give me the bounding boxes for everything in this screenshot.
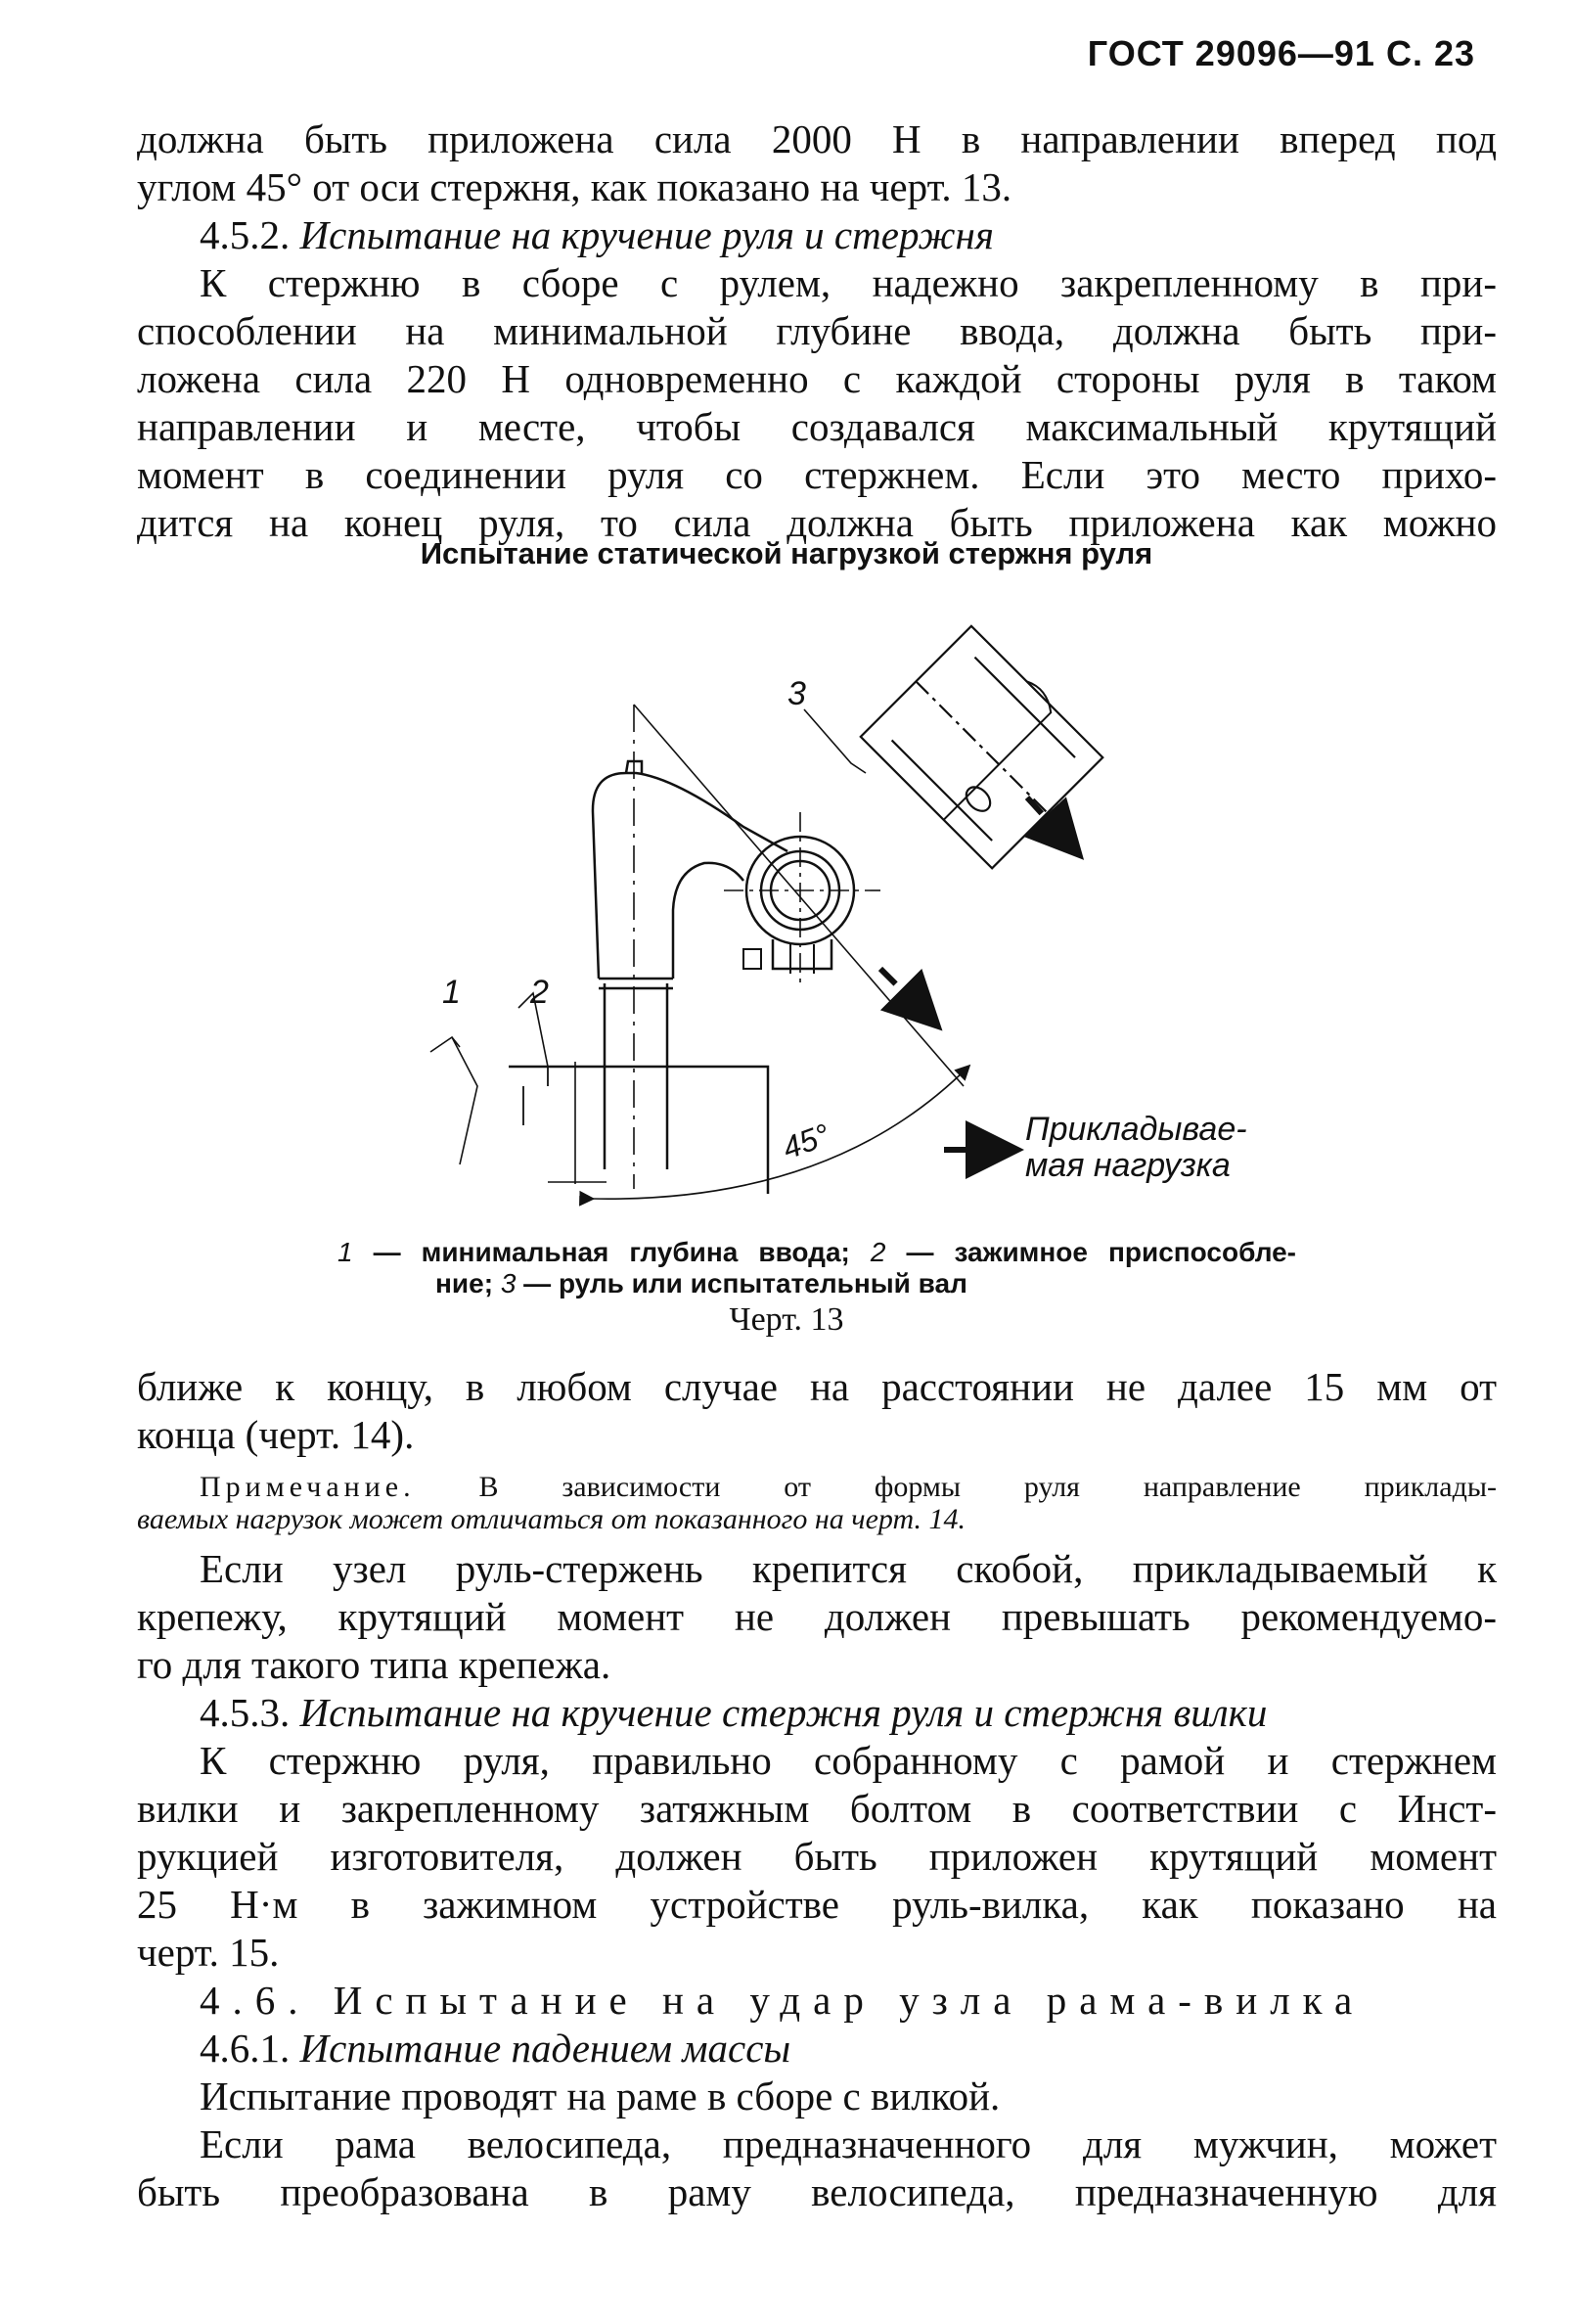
text-line: Испытание проводят на раме в сборе с вилкой.: [200, 2073, 1001, 2119]
text-line: способлении на минимальной глубине ввода, должна быть при-: [137, 308, 1497, 353]
caption-number-3: 3: [500, 1268, 517, 1299]
top-text: [137, 115, 1497, 547]
section-number: 4.6.1.: [200, 2026, 291, 2071]
drawing-labels: [442, 675, 1247, 1184]
center-lines: [430, 705, 968, 1199]
page-header: ГОСТ 29096—91 С. 23: [1087, 33, 1475, 73]
detail-stem: [916, 679, 1056, 820]
section-heading-4-6: 4.6. Испытание на удар узла рама-вилка: [200, 1978, 1366, 2023]
section-heading-4-5-2: [137, 211, 1497, 259]
detail-view: [861, 623, 1105, 868]
caption-number-2: 2: [870, 1237, 886, 1267]
section-number: 4.5.3.: [200, 1690, 291, 1735]
stem-body: [605, 983, 667, 1169]
section-heading-4-6-1: [137, 2025, 1497, 2073]
note-line: [137, 1471, 1497, 1503]
text-line: дится на конец руля, то сила должна быть приложена как можно: [137, 500, 1497, 545]
text-line: Если узел руль-стержень крепится скобой, прикладываемый к: [200, 1546, 1497, 1591]
figure-title: Испытание статической нагрузкой стержня руля: [420, 536, 1153, 570]
text-line: рукцией изготовителя, должен быть приложен крутящий момент: [137, 1834, 1497, 1879]
note: [137, 1471, 1497, 1535]
caption-text-3: ние;: [435, 1268, 501, 1299]
section-number: 4.5.2.: [200, 212, 291, 257]
text-line: вилки и закрепленному затяжным болтом в соответствии с Инст-: [137, 1786, 1497, 1831]
note-text: В зависимости от формы руля направление приклады-: [415, 1471, 1497, 1503]
stem-neck-inner: [673, 863, 743, 979]
legend-line-1: Прикладывае-: [1025, 1111, 1247, 1148]
text-line: должна быть приложена сила 2000 Н в направлении вперед под: [137, 116, 1497, 161]
detail-clamp-point: [962, 783, 995, 816]
text-line: быть преобразована в раму велосипеда, предназначенную для: [137, 2169, 1497, 2214]
technical-drawing: [0, 577, 1573, 1243]
clamp-edge: [523, 1067, 548, 1125]
section-title: Испытание падением массы: [299, 2026, 791, 2071]
angle-label: 45°: [778, 1116, 834, 1166]
caption-line: [337, 1268, 1296, 1299]
section-title: Испытание на кручение стержня руля и стержня вилки: [299, 1690, 1268, 1735]
section-title: Испытание на кручение руля и стержня: [299, 212, 994, 257]
text-line: черт. 15.: [137, 1930, 280, 1975]
caption-number-1: 1: [337, 1237, 353, 1267]
text-line: углом 45° от оси стержня, как показано на черт. 13.: [137, 164, 1012, 209]
load-arrow-main: [880, 969, 934, 1023]
text-line: ближе к концу, в любом случае на расстоянии не далее 15 мм от: [137, 1364, 1497, 1409]
label-1: 1: [442, 974, 461, 1011]
paragraph-fastener: [137, 1545, 1497, 1689]
figure-caption: [337, 1237, 1296, 1299]
text-line: ложена сила 220 Н одновременно с каждой стороны руля в таком: [137, 356, 1497, 401]
text-line: крепежу, крутящий момент не должен превышать рекомендуемо-: [137, 1594, 1497, 1639]
leader-1: [430, 1037, 477, 1164]
caption-text-2: — зажимное приспособле-: [885, 1237, 1297, 1267]
caption-text-1: — минимальная глубина ввода;: [352, 1237, 871, 1267]
text-line: го для такого типа крепежа.: [137, 1642, 611, 1687]
legend-line-2: мая нагрузка: [1025, 1147, 1231, 1184]
note-head: Примечание.: [200, 1471, 416, 1503]
text-line: конца (черт. 14).: [137, 1412, 415, 1457]
caption-text-4: — руль или испытательный вал: [516, 1268, 967, 1299]
label-3: 3: [787, 675, 806, 712]
stem-ring: [599, 979, 673, 988]
section-heading-4-5-3: [137, 1689, 1497, 1737]
text-line: Если рама велосипеда, предназначенного для мужчин, может: [200, 2121, 1497, 2166]
caption-line: [337, 1237, 1296, 1268]
detail-axis: [916, 681, 1047, 812]
text-line: направлении и месте, чтобы создавался максимальный крутящий: [137, 404, 1497, 449]
text-line: 25 Н·м в зажимном устройстве руль-вилка, как показано на: [137, 1882, 1497, 1927]
text-line: момент в соединении руля со стержнем. Если это место прихо-: [137, 452, 1497, 497]
stem-neck-outer: [593, 773, 787, 979]
load-arrows: [880, 797, 1076, 1150]
text-line: К стержню руля, правильно собранному с рамой и стержнем: [200, 1738, 1497, 1783]
text-line: К стержню в сборе с рулем, надежно закрепленному в при-: [200, 260, 1497, 305]
label-2: 2: [530, 974, 549, 1011]
bottom-text: [137, 1363, 1497, 2216]
note-line: ваемых нагрузок может отличаться от показанного на черт. 14.: [137, 1503, 966, 1535]
figure-label: Черт. 13: [729, 1301, 844, 1338]
leader-3: [804, 709, 866, 773]
